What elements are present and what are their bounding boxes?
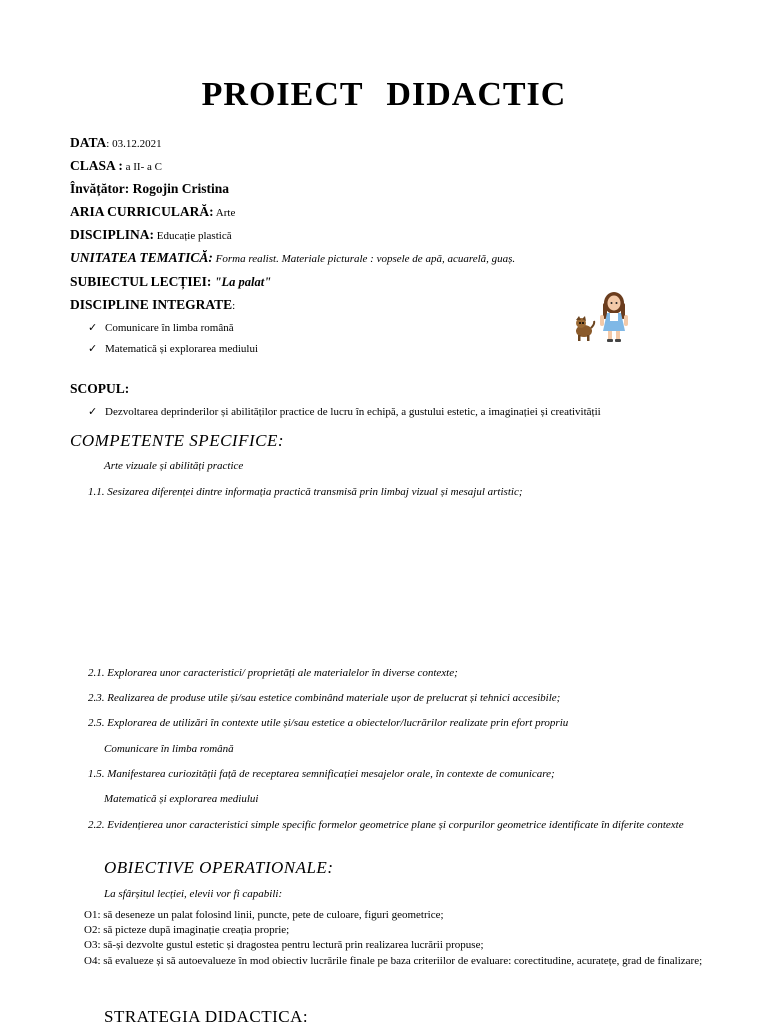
list-item: [88, 342, 258, 355]
competente-subject-romana: Comunicare în limba română: [104, 743, 234, 755]
field-data-value: 03.12.2021: [112, 138, 162, 150]
dog-icon: [572, 314, 596, 342]
competente-heading: COMPETENTE SPECIFICE:: [70, 431, 285, 450]
field-unitatea-label: UNITATEA TEMATICĂ:: [70, 250, 213, 265]
competenta-2-5: 2.5. Explorarea de utilizări în contexte utile și/sau estetice a obiectelor/lucrărilor realizate prin efort propriu: [88, 717, 569, 729]
field-data-label: DATA: [70, 135, 107, 150]
competenta-2-1: 2.1. Explorarea unor caracteristici/ proprietăți ale materialelor în diverse contexte;: [88, 667, 458, 679]
field-clasa: [70, 158, 162, 174]
list-item: [88, 321, 234, 334]
field-unitatea-value: Forma realist. Materiale picturale : vopsele de apă, acuarelă, guaș.: [212, 253, 516, 265]
girl-icon: [597, 291, 631, 343]
field-clasa-label: CLASA :: [70, 158, 123, 173]
field-discipline-integrate: [70, 297, 235, 313]
list-item-label: Comunicare în limba română: [105, 322, 234, 334]
list-item-label: Matematică și explorarea mediului: [105, 343, 259, 355]
field-invatator: [70, 181, 229, 197]
check-icon: ✓: [88, 322, 98, 334]
field-subiectul: [70, 274, 271, 290]
field-disciplina: [70, 227, 232, 243]
competenta-2-2: 2.2. Evidențierea unor caracteristici simple specific formelor geometrice plane și corpurilor geometrice identificate în diferite contexte: [88, 819, 684, 831]
obiective-intro: La sfârșitul lecției, elevii vor fi capabili:: [104, 888, 283, 900]
competente-subject-arte: Arte vizuale și abilități practice: [104, 460, 244, 472]
field-subiectul-value: "La palat": [211, 275, 272, 289]
competenta-1-1: 1.1. Sesizarea diferenței dintre informația practică transmisă prin limbaj vizual și mesajul artistic;: [88, 486, 523, 498]
field-discipline-integrate-label: DISCIPLINE INTEGRATE: [70, 297, 233, 312]
field-clasa-value: a II- a C: [122, 161, 162, 173]
field-data: [70, 135, 162, 151]
field-data-sep: :: [106, 138, 113, 150]
field-subiectul-label: SUBIECTUL LECȚIEI:: [70, 274, 212, 289]
page-title: PROIECT DIDACTIC: [201, 76, 567, 113]
check-icon: ✓: [88, 343, 98, 355]
field-disciplina-value: Educație plastică: [154, 230, 232, 242]
competenta-2-3: 2.3. Realizarea de produse utile și/sau estetice combinând materiale ușor de prelucrat și tehnici accesibile;: [88, 692, 561, 704]
list-item: [88, 405, 601, 418]
competente-subject-matematica: Matematică și explorarea mediului: [104, 793, 259, 805]
field-invatator-label: Învățător: Rogojin Cristina: [70, 181, 229, 196]
field-aria-label: ARIA CURRICULARĂ:: [70, 204, 214, 219]
obiectiv-o2: O2: să picteze după imaginație creația proprie;: [84, 924, 290, 936]
check-icon: ✓: [88, 406, 98, 418]
obiectiv-o3: O3: să-și dezvolte gustul estetic și dragostea pentru lectură prin realizarea lucrării propuse;: [84, 939, 484, 951]
obiectiv-o1: O1: să deseneze un palat folosind linii, puncte, pete de culoare, figuri geometrice;: [84, 909, 444, 921]
scopul-label: SCOPUL:: [70, 381, 130, 396]
field-disciplina-label: DISCIPLINA:: [70, 227, 155, 242]
competenta-1-5: 1.5. Manifestarea curiozității față de receptarea semnificației mesajelor orale, în contexte de comunicare;: [88, 768, 555, 780]
field-discipline-integrate-sep: :: [232, 300, 236, 312]
obiective-heading: OBIECTIVE OPERATIONALE:: [104, 858, 334, 877]
obiectiv-o4: O4: să evalueze și să autoevalueze în mod obiectiv lucrările finale pe baza criteriilor de evaluare: corectitudine, acuratețe, grad de finalizare;: [84, 955, 703, 967]
scopul-heading: [70, 381, 129, 397]
list-item-label: Dezvoltarea deprinderilor și abilităților practice de lucru în echipă, a gustului estetic, a imaginației și creativității: [105, 406, 601, 418]
field-aria: [70, 204, 235, 220]
strategia-heading: STRATEGIA DIDACTICA:: [104, 1007, 309, 1026]
field-unitatea: [70, 250, 515, 266]
field-aria-value: Arte: [213, 207, 236, 219]
